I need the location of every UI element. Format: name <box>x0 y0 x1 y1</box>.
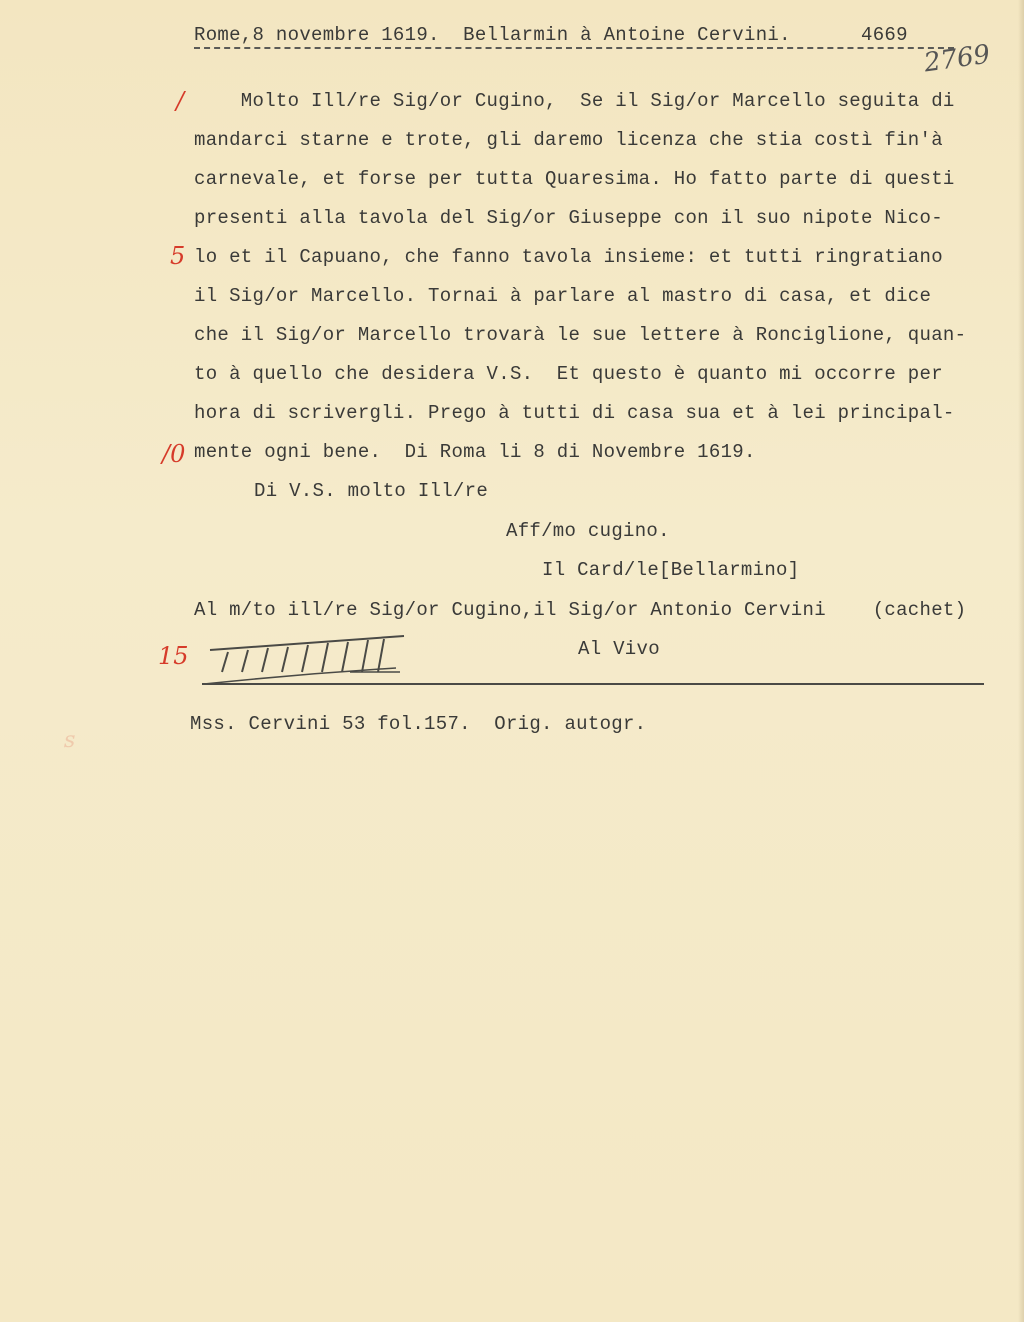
header-underline <box>194 47 954 49</box>
faint-stain-mark: ꜱ <box>64 728 76 753</box>
letter-address: Al m/to ill/re Sig/or Cugino,il Sig/or Antonio Cervini (cachet) <box>194 599 967 621</box>
margin-line-number-1: / <box>176 87 185 115</box>
document-header: Rome,8 novembre 1619. Bellarmin à Antoine Cervini. 4669 <box>194 24 908 46</box>
letter-affectionate: Aff/mo cugino. <box>506 520 670 542</box>
letter-line-4: presenti alla tavola del Sig/or Giuseppe con il suo nipote Nico- <box>194 207 943 229</box>
letter-line-6: il Sig/or Marcello. Tornai à parlare al mastro di casa, et dice <box>194 285 932 307</box>
al-vivo-note: Al Vivo <box>578 638 660 660</box>
letter-line-10: mente ogni bene. Di Roma li 8 di Novembre 1619. <box>194 441 756 463</box>
letter-line-8: to à quello che desidera V.S. Et questo è quanto mi occorre per <box>194 363 943 385</box>
letter-line-2: mandarci starne e trote, gli daremo licenza che stia costì fin'à <box>194 129 943 151</box>
letter-closing: Di V.S. molto Ill/re <box>254 480 489 502</box>
margin-line-number-15: 15 <box>158 642 189 670</box>
seal-hatching <box>200 628 410 686</box>
margin-line-number-10: /0 <box>162 440 186 468</box>
letter-line-7: che il Sig/or Marcello trovarà le sue lettere à Ronciglione, quan- <box>194 324 967 346</box>
bottom-rule <box>202 683 984 685</box>
letter-line-5: lo et il Capuano, che fanno tavola insieme: et tutti ringratiano <box>194 246 943 268</box>
letter-line-3: carnevale, et forse per tutta Quaresima. Ho fatto parte di questi <box>194 168 955 190</box>
letter-signature: Il Card/le[Bellarmino] <box>542 559 800 581</box>
page-edge <box>1018 0 1024 1322</box>
pencil-page-number: 2769 <box>922 39 992 79</box>
source-footnote: Mss. Cervini 53 fol.157. Orig. autogr. <box>190 713 647 735</box>
margin-line-number-5: 5 <box>170 242 186 270</box>
letter-line-9: hora di scrivergli. Prego à tutti di casa sua et à lei principal- <box>194 402 955 424</box>
letter-line-1: Molto Ill/re Sig/or Cugino, Se il Sig/or Marcello seguita di <box>194 90 955 112</box>
